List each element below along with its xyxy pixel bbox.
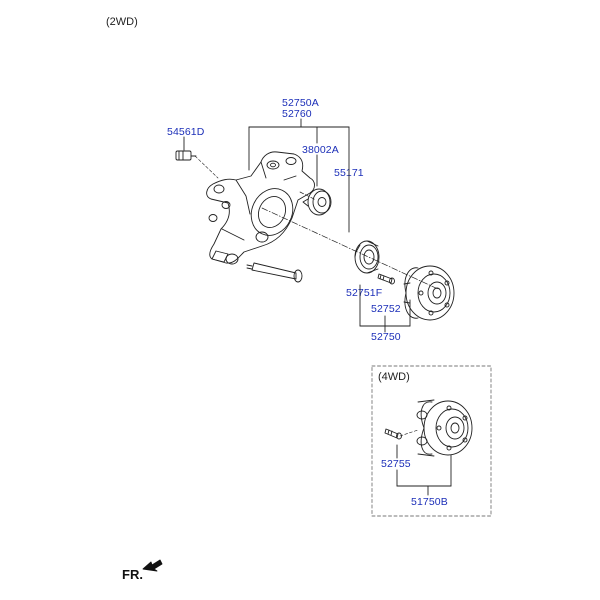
hub-bolt-52752-icon — [378, 274, 395, 284]
hub-bolt-52755-icon — [385, 429, 418, 439]
leader-52750A-bracket — [249, 119, 349, 232]
part-52755[interactable]: 52755 — [381, 458, 411, 470]
box-4wd — [372, 366, 491, 516]
part-55171[interactable]: 55171 — [334, 167, 364, 179]
part-38002A[interactable]: 38002A — [302, 144, 339, 156]
bolt-55171-icon — [247, 263, 302, 282]
knuckle-icon — [207, 152, 315, 264]
part-54561D[interactable]: 54561D — [167, 126, 205, 138]
leader-52750-bracket — [360, 285, 410, 332]
leader-51750B-bracket — [397, 445, 451, 495]
part-51750B[interactable]: 51750B — [411, 496, 448, 508]
drive-label-2wd: (2WD) — [106, 16, 138, 28]
bushing-38002A-icon — [303, 189, 331, 215]
part-52750[interactable]: 52750 — [371, 331, 401, 343]
part-52751F[interactable]: 52751F — [346, 287, 383, 299]
drive-label-4wd: (4WD) — [378, 371, 410, 383]
axis-centerline — [262, 208, 438, 289]
part-52760[interactable]: 52760 — [282, 108, 312, 120]
bolt-54561D-icon — [176, 151, 218, 178]
hub-51750B-icon — [417, 400, 472, 456]
part-52750A[interactable]: 52750A — [282, 97, 319, 109]
part-52752[interactable]: 52752 — [371, 303, 401, 315]
front-direction-arrow-icon — [143, 560, 162, 571]
front-direction-label: FR. — [122, 567, 143, 582]
bearing-52751F-icon — [355, 241, 379, 273]
hub-52750-icon — [404, 266, 454, 320]
